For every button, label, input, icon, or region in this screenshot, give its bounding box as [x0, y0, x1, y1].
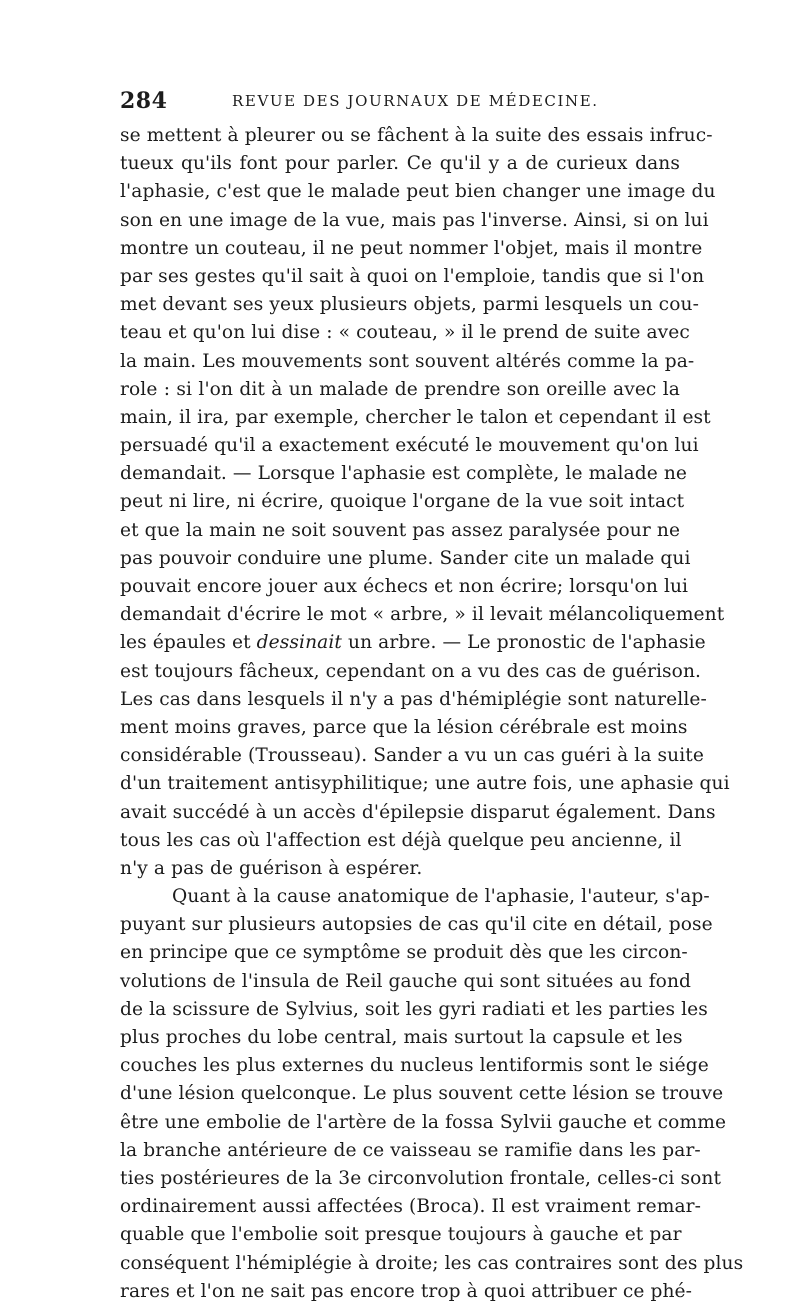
italic-word: dessinait [256, 632, 342, 654]
text-line: main, il ira, par exemple, chercher le talon et cependant il est [120, 406, 711, 428]
paragraph-start-line: Quant à la cause anatomique de l'aphasie, l'auteur, s'ap- [172, 886, 710, 908]
text-line: l'aphasie, c'est que le malade peut bien changer une image du [120, 181, 716, 203]
text-line: rares et l'on ne sait pas encore trop à quoi attribuer ce phé- [120, 1280, 693, 1302]
paragraph-end-line: n'y a pas de guérison à espérer. [120, 857, 423, 879]
text-line: de la scissure de Sylvius, soit les gyri radiati et les parties les [120, 998, 708, 1020]
text-line: son en une image de la vue, mais pas l'inverse. Ainsi, si on lui [120, 209, 709, 231]
text-line: être une embolie de l'artère de la fossa Sylvii gauche et comme [120, 1111, 727, 1133]
text-line: la main. Les mouvements sont souvent altérés comme la pa- [120, 350, 695, 372]
text-line: persuadé qu'il a exactement exécuté le mouvement qu'on lui [120, 435, 699, 457]
text-line: ordinairement aussi affectées (Broca). Il est vraiment remar- [120, 1196, 702, 1218]
text-line: quable que l'embolie soit presque toujours à gauche et par [120, 1224, 682, 1246]
text-line: role : si l'on dit à un malade de prendre son oreille avec la [120, 378, 680, 400]
text-segment: les épaules et [120, 632, 257, 654]
text-line: pouvait encore jouer aux échecs et non écrire; lorsqu'on lui [120, 576, 689, 597]
text-line: considérable (Trousseau). Sander a vu un cas guéri à la suite [120, 745, 704, 767]
text-line: puyant sur plusieurs autopsies de cas qu'il cite en détail, pose [120, 914, 713, 936]
text-line: d'une lésion quelconque. Le plus souvent cette lésion se trouve [120, 1083, 724, 1105]
text-line: tous les cas où l'affection est déjà quelque peu ancienne, il [120, 829, 682, 851]
text-line: peut ni lire, ni écrire, quoique l'organe de la vue soit intact [120, 491, 685, 513]
text-line: demandait. — Lorsque l'aphasie est complète, le malade ne [120, 463, 688, 485]
text-line: couches les plus externes du nucleus lentiformis sont le siége [120, 1055, 709, 1077]
text-line: par ses gestes qu'il sait à quoi on l'emploie, tandis que si l'on [120, 265, 705, 287]
text-line: d'un traitement antisyphilitique; une autre fois, une aphasie qui [120, 773, 730, 795]
text-line: la branche antérieure de ce vaisseau se ramifie dans les par- [120, 1139, 701, 1161]
page-number: 284 [120, 88, 168, 114]
text-line: plus proches du lobe central, mais surtout la capsule et les [120, 1027, 683, 1048]
text-line: se mettent à pleurer ou se fâchent à la suite des essais infruc- [120, 125, 713, 146]
text-line-mixed [120, 629, 706, 657]
text-line: conséquent l'hémiplégie à droite; les cas contraires sont des plus [120, 1252, 744, 1274]
text-line: volutions de l'insula de Reil gauche qui sont situées au fond [120, 970, 692, 992]
text-line: en principe que ce symptôme se produit dès que les circon- [120, 942, 688, 964]
text-line: tueux qu'ils font pour parler. Ce qu'il y a de curieux dans [120, 153, 680, 175]
text-line: montre un couteau, il ne peut nommer l'objet, mais il montre [120, 237, 703, 259]
text-line: teau et qu'on lui dise : « couteau, » il le prend de suite avec [120, 322, 690, 344]
text-line: avait succédé à un accès d'épilepsie disparut également. Dans [120, 801, 716, 823]
text-line: et que la main ne soit souvent pas assez paralysée pour ne [120, 519, 681, 541]
text-line: est toujours fâcheux, cependant on a vu des cas de guérison. [120, 660, 702, 682]
page-header [120, 88, 680, 118]
text-line: ties postérieures de la 3e circonvolution frontale, celles-ci sont [120, 1167, 722, 1189]
body-text [120, 122, 744, 1306]
text-line: pas pouvoir conduire une plume. Sander cite un malade qui [120, 547, 691, 569]
text-line: demandait d'écrire le mot « arbre, » il levait mélancoliquement [120, 604, 725, 626]
text-segment: un arbre. — Le pronostic de l'aphasie [342, 632, 706, 654]
running-head: REVUE DES JOURNAUX DE MÉDECINE. [232, 92, 599, 110]
text-line: Les cas dans lesquels il n'y a pas d'hémiplégie sont naturelle- [120, 688, 707, 710]
text-line: met devant ses yeux plusieurs objets, parmi lesquels un cou- [120, 294, 699, 316]
text-line: ment moins graves, parce que la lésion cérébrale est moins [120, 716, 688, 738]
